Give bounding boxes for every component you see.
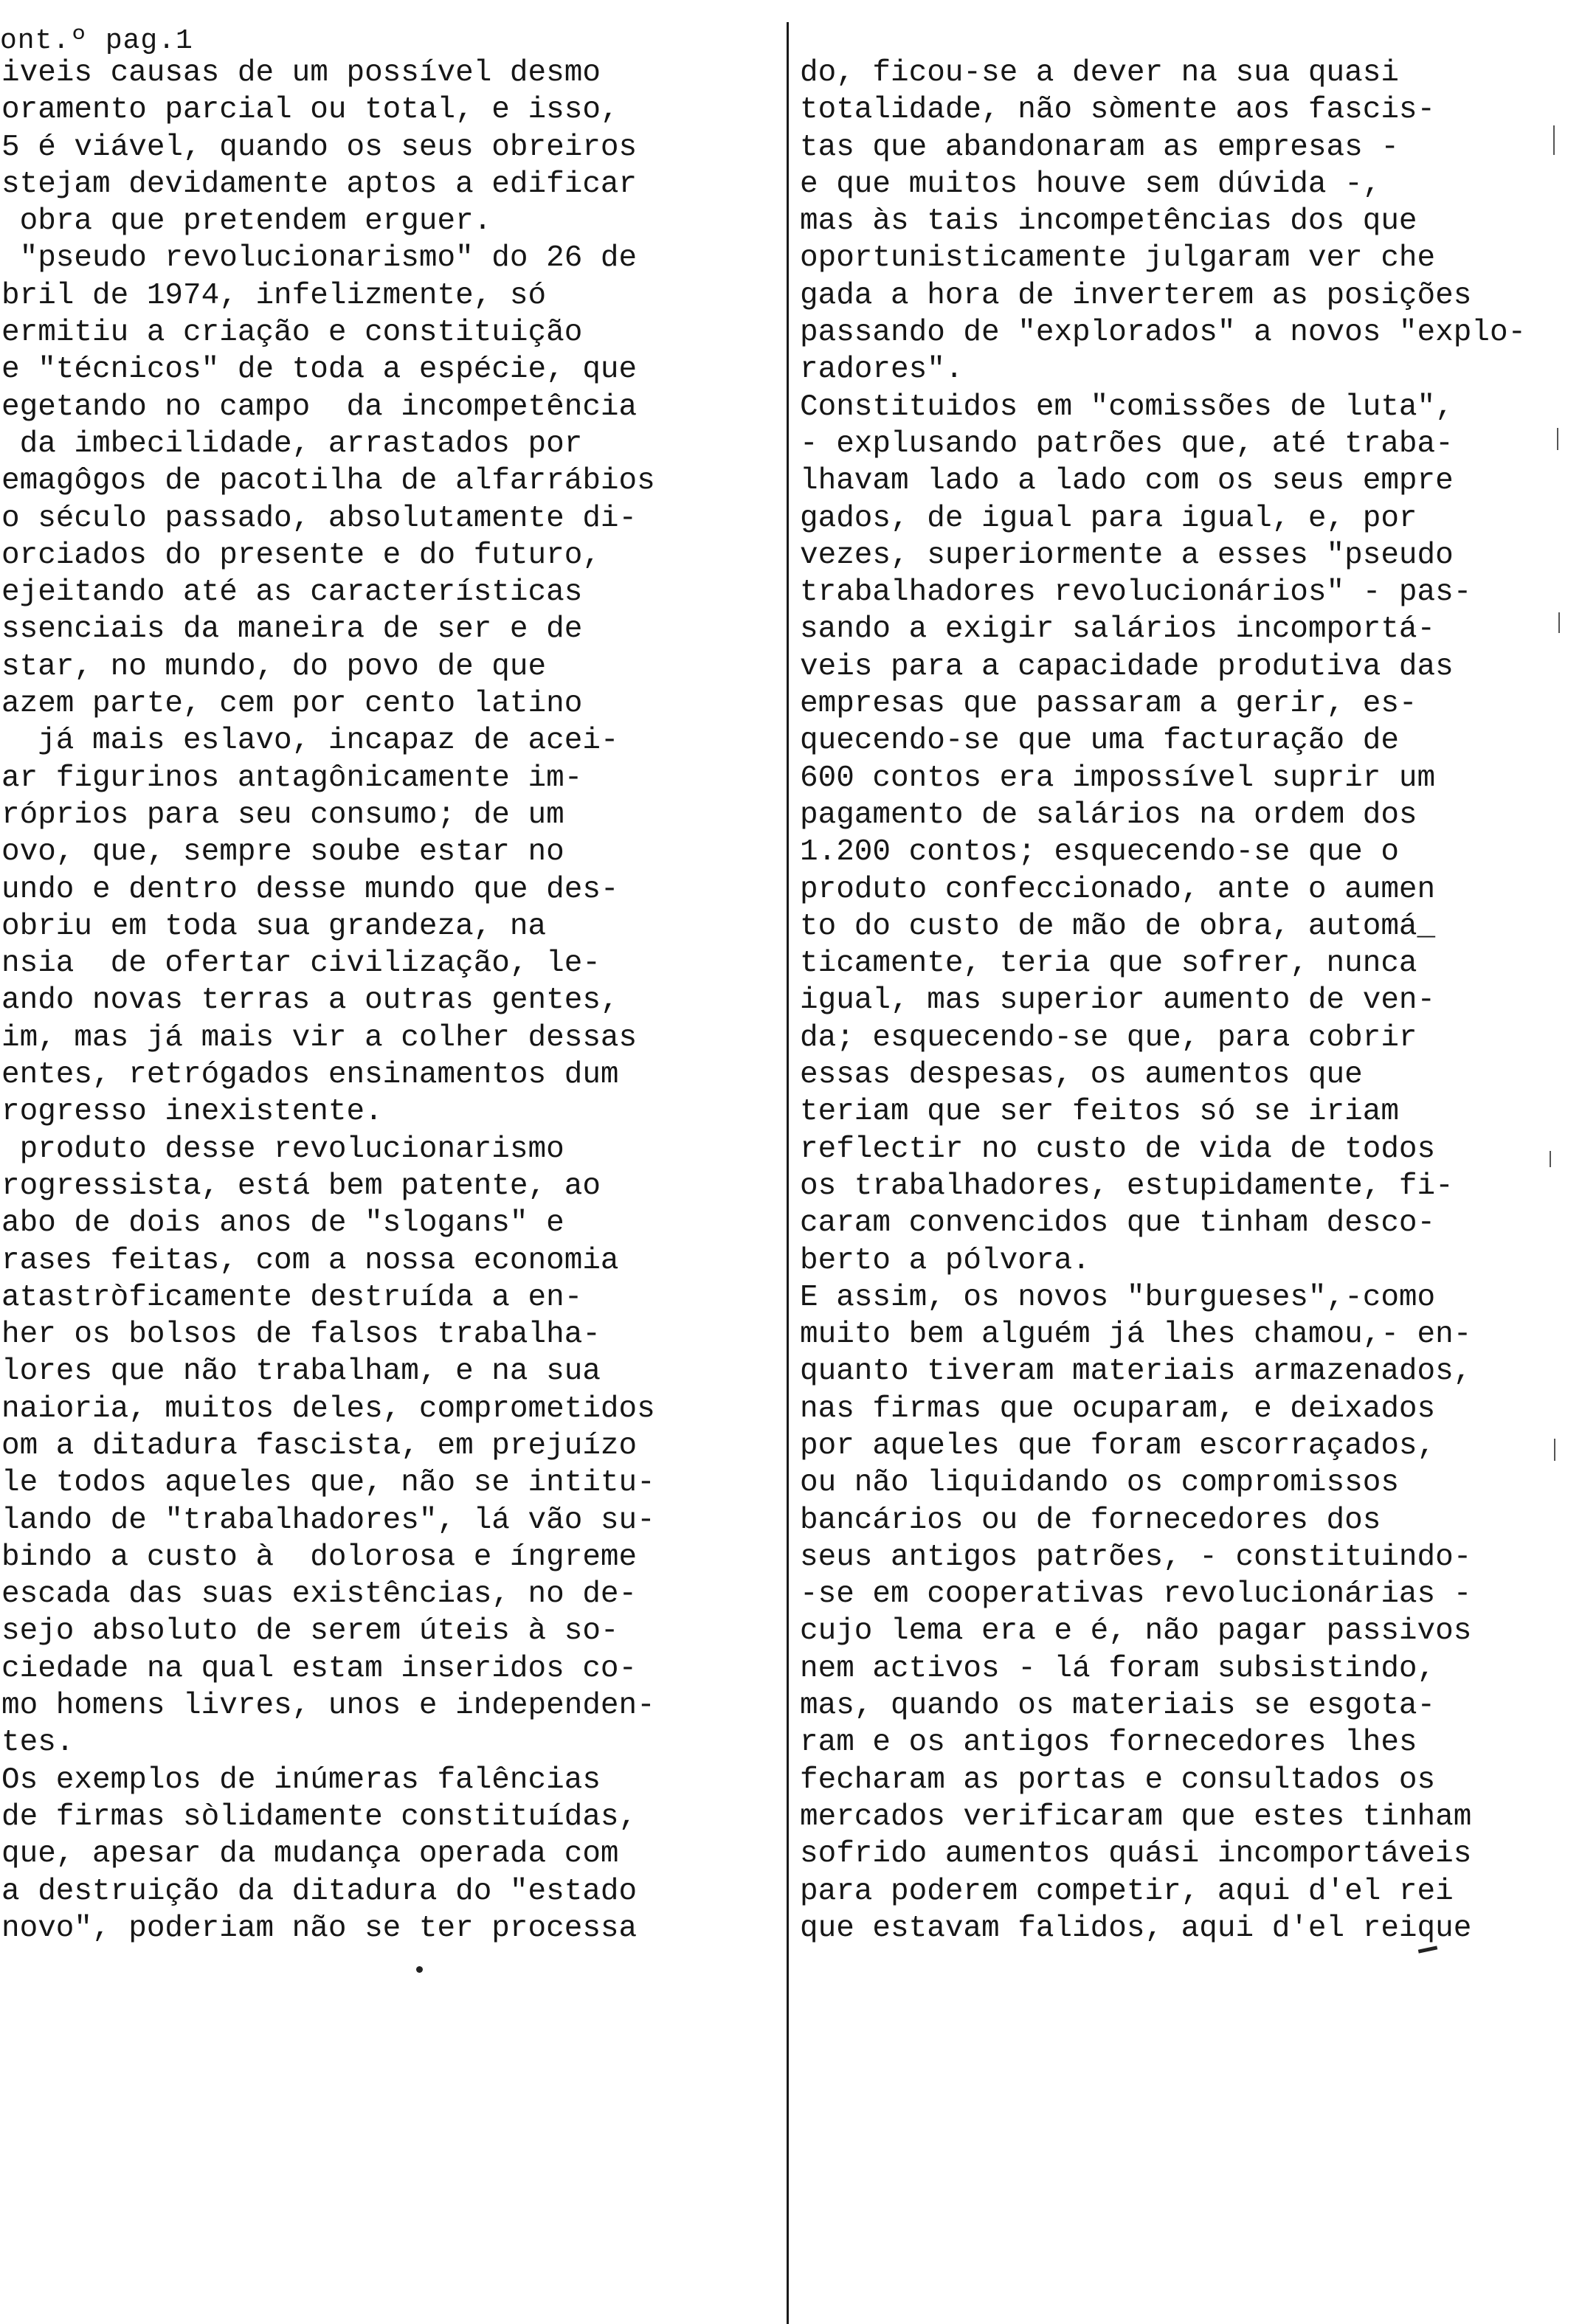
text-line: por aqueles que foram escorraçados, (800, 1428, 1436, 1463)
text-line: ar figurinos antagônicamente im- (1, 761, 583, 795)
margin-mark (1558, 612, 1560, 633)
text-line: ciedade na qual estam inseridos co- (1, 1651, 638, 1686)
text-line: bindo a custo à dolorosa e íngreme (1, 1540, 638, 1574)
text-line: oramento parcial ou total, e isso, (1, 93, 619, 128)
text-line: rogresso inexistente. (1, 1095, 383, 1130)
text-line: -se em cooperativas revolucionárias - (800, 1577, 1472, 1612)
margin-mark (1550, 1151, 1551, 1167)
text-line: que, apesar da mudança operada com (1, 1837, 619, 1872)
text-line: radores". (800, 353, 964, 387)
text-line: passando de "explorados" a novos "explo- (800, 316, 1527, 350)
text-line: lhavam lado a lado com os seus empre (800, 464, 1454, 499)
text-line: e que muitos houve sem dúvida -, (800, 167, 1381, 201)
text-line: novo", poderiam não se ter processa (1, 1911, 638, 1946)
text-line: rogressista, está bem patente, ao (1, 1169, 601, 1203)
text-line: stejam devidamente aptos a edificar (1, 167, 638, 201)
text-line: igual, mas superior aumento de ven- (800, 983, 1436, 1018)
text-line: que estavam falidos, aqui d'el reique (800, 1911, 1472, 1946)
right-column (800, 55, 1567, 1947)
text-line: - explusando patrões que, até traba- (800, 426, 1454, 461)
text-line: reflectir no custo de vida de todos (800, 1132, 1436, 1166)
text-line: caram convencidos que tinham desco- (800, 1206, 1436, 1241)
text-line: teriam que ser feitos só se iriam (800, 1095, 1399, 1130)
text-line: da imbecilidade, arrastados por (1, 426, 583, 461)
left-column (1, 55, 784, 1947)
text-line: ram e os antigos fornecedores lhes (800, 1726, 1417, 1760)
text-line: sando a exigir salários incomportá- (800, 612, 1436, 647)
text-line: 5 é viável, quando os seus obreiros (1, 130, 638, 165)
text-line: emagôgos de pacotilha de alfarrábios (1, 464, 655, 499)
margin-mark (1557, 428, 1558, 450)
text-line: pagamento de salários na ordem dos (800, 798, 1417, 832)
text-line: fecharam as portas e consultados os (800, 1763, 1436, 1797)
text-line: "pseudo revolucionarismo" do 26 de (1, 241, 638, 276)
text-line: produto confeccionado, ante o aumen (800, 872, 1436, 907)
text-line: gados, de igual para igual, e, por (800, 501, 1417, 536)
text-line: ovo, que, sempre soube estar no (1, 835, 564, 870)
text-line: quanto tiveram materiais armazenados, (800, 1355, 1472, 1389)
text-line: os trabalhadores, estupidamente, fi- (800, 1169, 1454, 1203)
text-line: egetando no campo da incompetência (1, 390, 638, 424)
text-line: star, no mundo, do povo de que (1, 649, 547, 684)
text-line: oportunisticamente julgaram ver che (800, 241, 1436, 276)
text-line: escada das suas existências, no de- (1, 1577, 638, 1612)
margin-mark (1553, 125, 1555, 155)
text-line: ando novas terras a outras gentes, (1, 983, 619, 1018)
text-line: empresas que passaram a gerir, es- (800, 687, 1417, 722)
text-line: do, ficou-se a dever na sua quasi (800, 56, 1399, 90)
text-line: lando de "trabalhadores", lá vão su- (1, 1503, 655, 1538)
text-line: mas às tais incompetências dos que (800, 204, 1417, 239)
text-line: nsia de ofertar civilização, le- (1, 947, 601, 981)
text-line: essas despesas, os aumentos que (800, 1058, 1363, 1093)
text-line: produto desse revolucionarismo (1, 1132, 564, 1166)
text-line: totalidade, não sòmente aos fascis- (800, 93, 1436, 128)
text-line: le todos aqueles que, não se intitu- (1, 1466, 655, 1501)
text-line: tas que abandonaram as empresas - (800, 130, 1399, 165)
text-line: mas, quando os materiais se esgota- (800, 1689, 1436, 1723)
text-line: sejo absoluto de serem úteis à so- (1, 1614, 619, 1649)
text-line: to do custo de mão de obra, automá_ (800, 909, 1436, 944)
text-line: obriu em toda sua grandeza, na (1, 909, 547, 944)
text-line: vezes, superiormente a esses "pseudo (800, 538, 1454, 573)
text-line: rases feitas, com a nossa economia (1, 1243, 619, 1278)
text-line: abo de dois anos de "slogans" e (1, 1206, 564, 1241)
text-line: e "técnicos" de toda a espécie, que (1, 353, 638, 387)
text-line: ou não liquidando os compromissos (800, 1466, 1399, 1501)
text-line: naioria, muitos deles, comprometidos (1, 1391, 655, 1426)
text-line: ssenciais da maneira de ser e de (1, 612, 583, 647)
text-line: her os bolsos de falsos trabalha- (1, 1318, 601, 1352)
text-line: berto a pólvora. (800, 1243, 1091, 1278)
text-line: trabalhadores revolucionários" - pas- (800, 575, 1472, 610)
text-line: veis para a capacidade produtiva das (800, 649, 1454, 684)
margin-mark (1554, 1439, 1555, 1461)
text-line: iveis causas de um possível desmo (1, 56, 601, 90)
text-line: quecendo-se que uma facturação de (800, 724, 1399, 758)
text-line: im, mas já mais vir a colher dessas (1, 1020, 638, 1055)
text-line: ticamente, teria que sofrer, nunca (800, 947, 1417, 981)
text-line: azem parte, cem por cento latino (1, 687, 583, 722)
text-line: de firmas sòlidamente constituídas, (1, 1799, 638, 1834)
text-line: orciados do presente e do futuro, (1, 538, 601, 573)
text-line: o século passado, absolutamente di- (1, 501, 638, 536)
text-line: 600 contos era impossível suprir um (800, 761, 1436, 795)
text-line: cujo lema era e é, não pagar passivos (800, 1614, 1472, 1649)
text-line: para poderem competir, aqui d'el rei (800, 1874, 1454, 1909)
text-line: obra que pretendem erguer. (1, 204, 492, 239)
text-line: mo homens livres, unos e independen- (1, 1689, 655, 1723)
text-line: ermitiu a criação e constituição (1, 316, 583, 350)
text-line: tes. (1, 1726, 75, 1760)
column-divider (787, 22, 789, 2324)
page-header: ont.º pag.1 (0, 25, 193, 57)
text-line: nas firmas que ocuparam, e deixados (800, 1391, 1436, 1426)
text-line: bril de 1974, infelizmente, só (1, 278, 547, 313)
text-line: gada a hora de inverterem as posições (800, 278, 1472, 313)
text-line: 1.200 contos; esquecendo-se que o (800, 835, 1399, 870)
text-line: nem activos - lá foram subsistindo, (800, 1651, 1436, 1686)
text-line: om a ditadura fascista, em prejuízo (1, 1428, 638, 1463)
text-line: muito bem alguém já lhes chamou,- en- (800, 1318, 1472, 1352)
text-line: atastròficamente destruída a en- (1, 1280, 583, 1315)
text-line: sofrido aumentos quási incomportáveis (800, 1837, 1472, 1872)
text-line: Constituidos em "comissões de luta", (800, 390, 1454, 424)
text-line: undo e dentro desse mundo que des- (1, 872, 619, 907)
text-line: da; esquecendo-se que, para cobrir (800, 1020, 1417, 1055)
text-line: seus antigos patrões, - constituindo- (800, 1540, 1472, 1574)
stray-ink-dot (416, 1966, 423, 1973)
text-line: entes, retrógados ensinamentos dum (1, 1058, 619, 1093)
text-line: Os exemplos de inúmeras falências (1, 1763, 601, 1797)
text-line: já mais eslavo, incapaz de acei- (1, 724, 619, 758)
text-line: lores que não trabalham, e na sua (1, 1355, 601, 1389)
text-line: ejeitando até as características (1, 575, 583, 610)
text-line: E assim, os novos "burgueses",-como (800, 1280, 1436, 1315)
text-line: róprios para seu consumo; de um (1, 798, 564, 832)
text-line: bancários ou de fornecedores dos (800, 1503, 1381, 1538)
text-line: a destruição da ditadura do "estado (1, 1874, 638, 1909)
text-line: mercados verificaram que estes tinham (800, 1799, 1472, 1834)
